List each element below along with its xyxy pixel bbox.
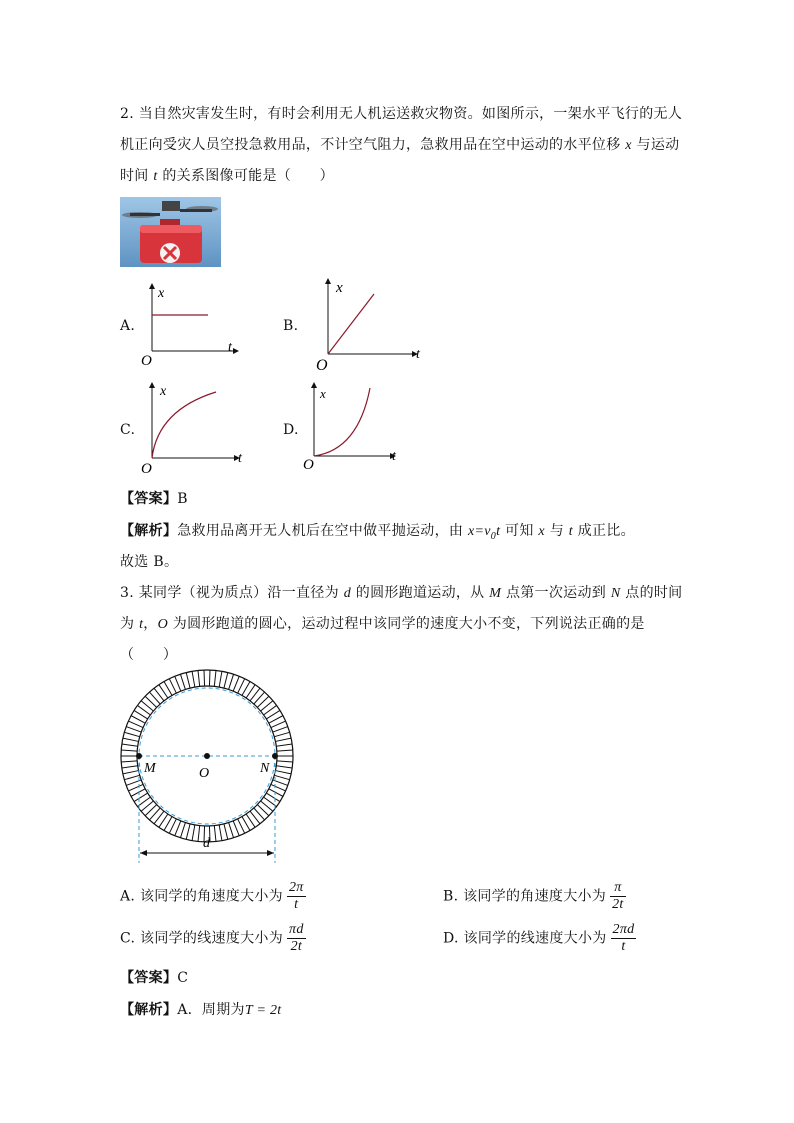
track-tick bbox=[123, 738, 139, 741]
label-m: M bbox=[144, 761, 156, 776]
track-tick bbox=[180, 823, 185, 838]
graph-b-curve bbox=[328, 294, 374, 354]
graph-a-ylabel: x bbox=[158, 286, 165, 301]
track-tick bbox=[198, 826, 200, 842]
track-tick bbox=[122, 744, 138, 746]
graph-b-origin: O bbox=[316, 357, 328, 373]
track-tick bbox=[131, 716, 145, 724]
track-tick bbox=[186, 673, 190, 689]
track-tick bbox=[131, 789, 145, 797]
track-tick bbox=[121, 750, 137, 751]
track-tick bbox=[198, 670, 200, 686]
track-tick bbox=[214, 670, 216, 686]
q2-conclusion: 故选 B。 bbox=[120, 554, 179, 570]
track-tick bbox=[204, 670, 205, 686]
track-tick bbox=[274, 775, 289, 779]
q3-line3: （ ） bbox=[120, 647, 178, 663]
graph-c bbox=[138, 380, 253, 475]
track-tick bbox=[214, 826, 216, 842]
drone-photo bbox=[120, 197, 221, 267]
q2-line3: 时间 t 的关系图像可能是（ ） bbox=[120, 168, 334, 184]
track-tick bbox=[271, 721, 286, 728]
point-o bbox=[204, 753, 210, 759]
track-tick bbox=[175, 821, 181, 836]
track-tick bbox=[276, 744, 292, 746]
track-tick bbox=[192, 825, 195, 841]
track-tick bbox=[124, 732, 139, 736]
label-d: d bbox=[203, 836, 210, 851]
q2-line2: 机正向受灾人员空投急救用品，不计空气阻力，急救用品在空中运动的水平位移 x 与运动 bbox=[120, 137, 680, 153]
track-tick bbox=[274, 732, 289, 736]
track-tick bbox=[238, 679, 245, 693]
track-tick bbox=[128, 721, 143, 728]
track-tick bbox=[209, 670, 210, 686]
track-tick bbox=[224, 673, 228, 689]
track-tick bbox=[219, 671, 222, 687]
graph-b bbox=[312, 278, 432, 373]
track-tick bbox=[224, 824, 228, 840]
track-figure bbox=[118, 668, 298, 873]
track-tick bbox=[123, 771, 139, 774]
graph-d-origin: O bbox=[303, 457, 314, 472]
q2-line1: 2. 当自然灾害发生时，有时会利用无人机运送救灾物资。如图所示，一架水平飞行的无人 bbox=[120, 106, 683, 122]
point-m bbox=[136, 753, 142, 759]
option-c-label: C. bbox=[120, 422, 136, 438]
track-tick bbox=[269, 789, 283, 797]
track-tick bbox=[169, 819, 176, 833]
graph-d-ylabel: x bbox=[320, 386, 326, 401]
graph-d bbox=[300, 380, 410, 472]
track-tick bbox=[192, 671, 195, 687]
track-tick bbox=[269, 716, 283, 724]
q3-line1: 3. 某同学（视为质点）沿一直径为 d 的圆形跑道运动，从 M 点第一次运动到 N 点的时间 bbox=[120, 585, 683, 601]
track-tick bbox=[122, 766, 138, 768]
q3-option-a: A. 该同学的角速度大小为 $\frac{2\pi}{t}$ bbox=[120, 880, 304, 912]
track-tick bbox=[169, 679, 176, 693]
label-n: N bbox=[260, 761, 270, 776]
option-a-label: A. bbox=[120, 318, 136, 334]
label-o: O bbox=[199, 766, 210, 781]
track-tick bbox=[275, 771, 291, 774]
graph-c-ylabel: x bbox=[160, 384, 167, 399]
track-tick bbox=[271, 784, 286, 791]
graph-b-ylabel: x bbox=[336, 280, 343, 296]
track-tick bbox=[277, 750, 293, 751]
point-n bbox=[272, 753, 278, 759]
option-d-label: D. bbox=[283, 422, 299, 438]
track-tick bbox=[275, 738, 291, 741]
q3-line2: 为 t，O 为圆形跑道的圆心，运动过程中该同学的速度大小不变，下列说法正确的是 bbox=[120, 616, 645, 632]
q2-analysis: 【解析】急救用品离开无人机后在空中做平抛运动，由 $x=v_0t$ 可知 x 与 t 成正比。 bbox=[120, 523, 635, 542]
track-tick bbox=[277, 761, 293, 762]
graph-c-xlabel: t bbox=[238, 451, 242, 466]
track-tick bbox=[276, 766, 292, 768]
q3-option-d: D. 该同学的线速度大小为 $\frac{2\pi d}{t}$ bbox=[443, 922, 635, 954]
track-tick bbox=[121, 761, 137, 762]
graph-b-xlabel: t bbox=[416, 347, 420, 362]
q3-option-c: C. 该同学的线速度大小为 $\frac{\pi d}{2t}$ bbox=[120, 922, 304, 954]
graph-c-curve bbox=[152, 392, 216, 458]
q3-analysis: 【解析】A．周期为T = 2t bbox=[120, 1002, 282, 1018]
track-tick bbox=[233, 676, 239, 691]
track-tick bbox=[180, 674, 185, 689]
graph-a-xlabel: t bbox=[228, 340, 232, 355]
track-tick bbox=[128, 784, 143, 791]
q3-option-b: B. 该同学的角速度大小为 $\frac{\pi}{2t}$ bbox=[443, 880, 624, 912]
track-tick bbox=[273, 727, 288, 732]
track-tick bbox=[186, 824, 190, 840]
track-tick bbox=[238, 819, 245, 833]
track-tick bbox=[124, 775, 139, 779]
graph-d-xlabel: t bbox=[392, 449, 396, 464]
option-b-label: B. bbox=[283, 318, 299, 334]
graph-a bbox=[138, 283, 248, 368]
graph-c-origin: O bbox=[141, 461, 152, 475]
track-tick bbox=[175, 676, 181, 691]
q3-answer: 【答案】C bbox=[120, 970, 189, 986]
track-tick bbox=[229, 823, 234, 838]
track-tick bbox=[219, 825, 222, 841]
graph-a-origin: O bbox=[141, 353, 152, 368]
q2-answer: 【答案】B bbox=[120, 491, 188, 507]
track-tick bbox=[229, 674, 234, 689]
track-tick bbox=[233, 821, 239, 836]
track-tick bbox=[126, 727, 141, 732]
